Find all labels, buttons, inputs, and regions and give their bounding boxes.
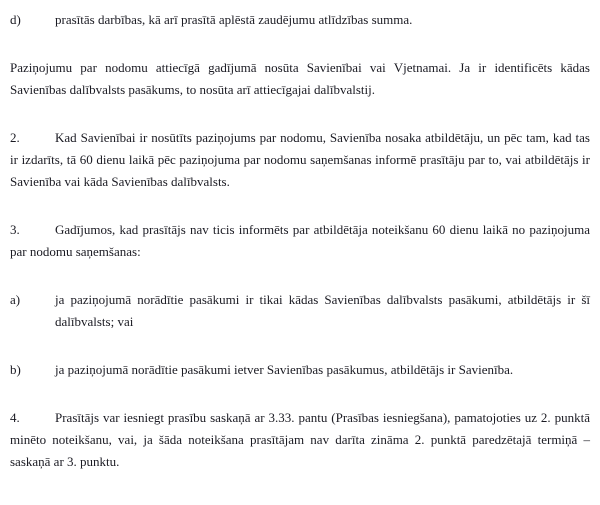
- paragraph-text: Gadījumos, kad prasītājs nav ticis informēts par atbildētāja noteikšanu 60 dienu laikā no paziņojuma par nodomu saņemšanas:: [10, 222, 590, 259]
- list-marker: b): [10, 362, 21, 377]
- list-item-a: [10, 289, 590, 333]
- list-item-text: ja paziņojumā norādītie pasākumi ietver Savienības pasākumus, atbildētājs ir Savienība.: [55, 362, 514, 377]
- list-item-b: [10, 359, 590, 381]
- paragraph-4: [10, 407, 590, 473]
- list-marker: d): [10, 12, 21, 27]
- paragraph-text: Kad Savienībai ir nosūtīts paziņojums par nodomu, Savienība nosaka atbildētāju, un pēc tam, kad tas ir izdarīts, tā 60 dienu laikā pēc paziņojuma par nodomu saņemšanas informē prasītāju par to, vai atbildētājs ir Savienība vai kāda Savienības dalībvalsts.: [10, 130, 590, 189]
- paragraph-number: 3.: [10, 222, 20, 237]
- paragraph-text: Prasītājs var iesniegt prasību saskaņā ar 3.33. pantu (Prasības iesniegšana), pamatojoties uz 2. punktā minēto noteikšanu, vai, ja šāda noteikšana prasītājam nav darīta zināma 2. punktā paredzētajā termiņā – saskaņā ar 3. punktu.: [10, 410, 590, 469]
- paragraph-3: [10, 219, 590, 263]
- paragraph-text: Paziņojumu par nodomu attiecīgā gadījumā nosūta Savienībai vai Vjetnamai. Ja ir identificēts kādas Savienības dalībvalsts pasākums, to nosūta arī attiecīgajai dalībvalstij.: [10, 60, 590, 97]
- paragraph-2: [10, 127, 590, 193]
- list-item-text: ja paziņojumā norādītie pasākumi ir tikai kādas Savienības dalībvalsts pasākumi, atbildētājs ir šī dalībvalsts; vai: [55, 292, 590, 329]
- list-item-text: prasītās darbības, kā arī prasītā aplēstā zaudējumu atlīdzības summa.: [55, 12, 413, 27]
- paragraph-notification: [10, 57, 590, 101]
- list-item-d: [10, 9, 590, 31]
- paragraph-number: 2.: [10, 130, 20, 145]
- paragraph-number: 4.: [10, 410, 20, 425]
- list-marker: a): [10, 292, 21, 307]
